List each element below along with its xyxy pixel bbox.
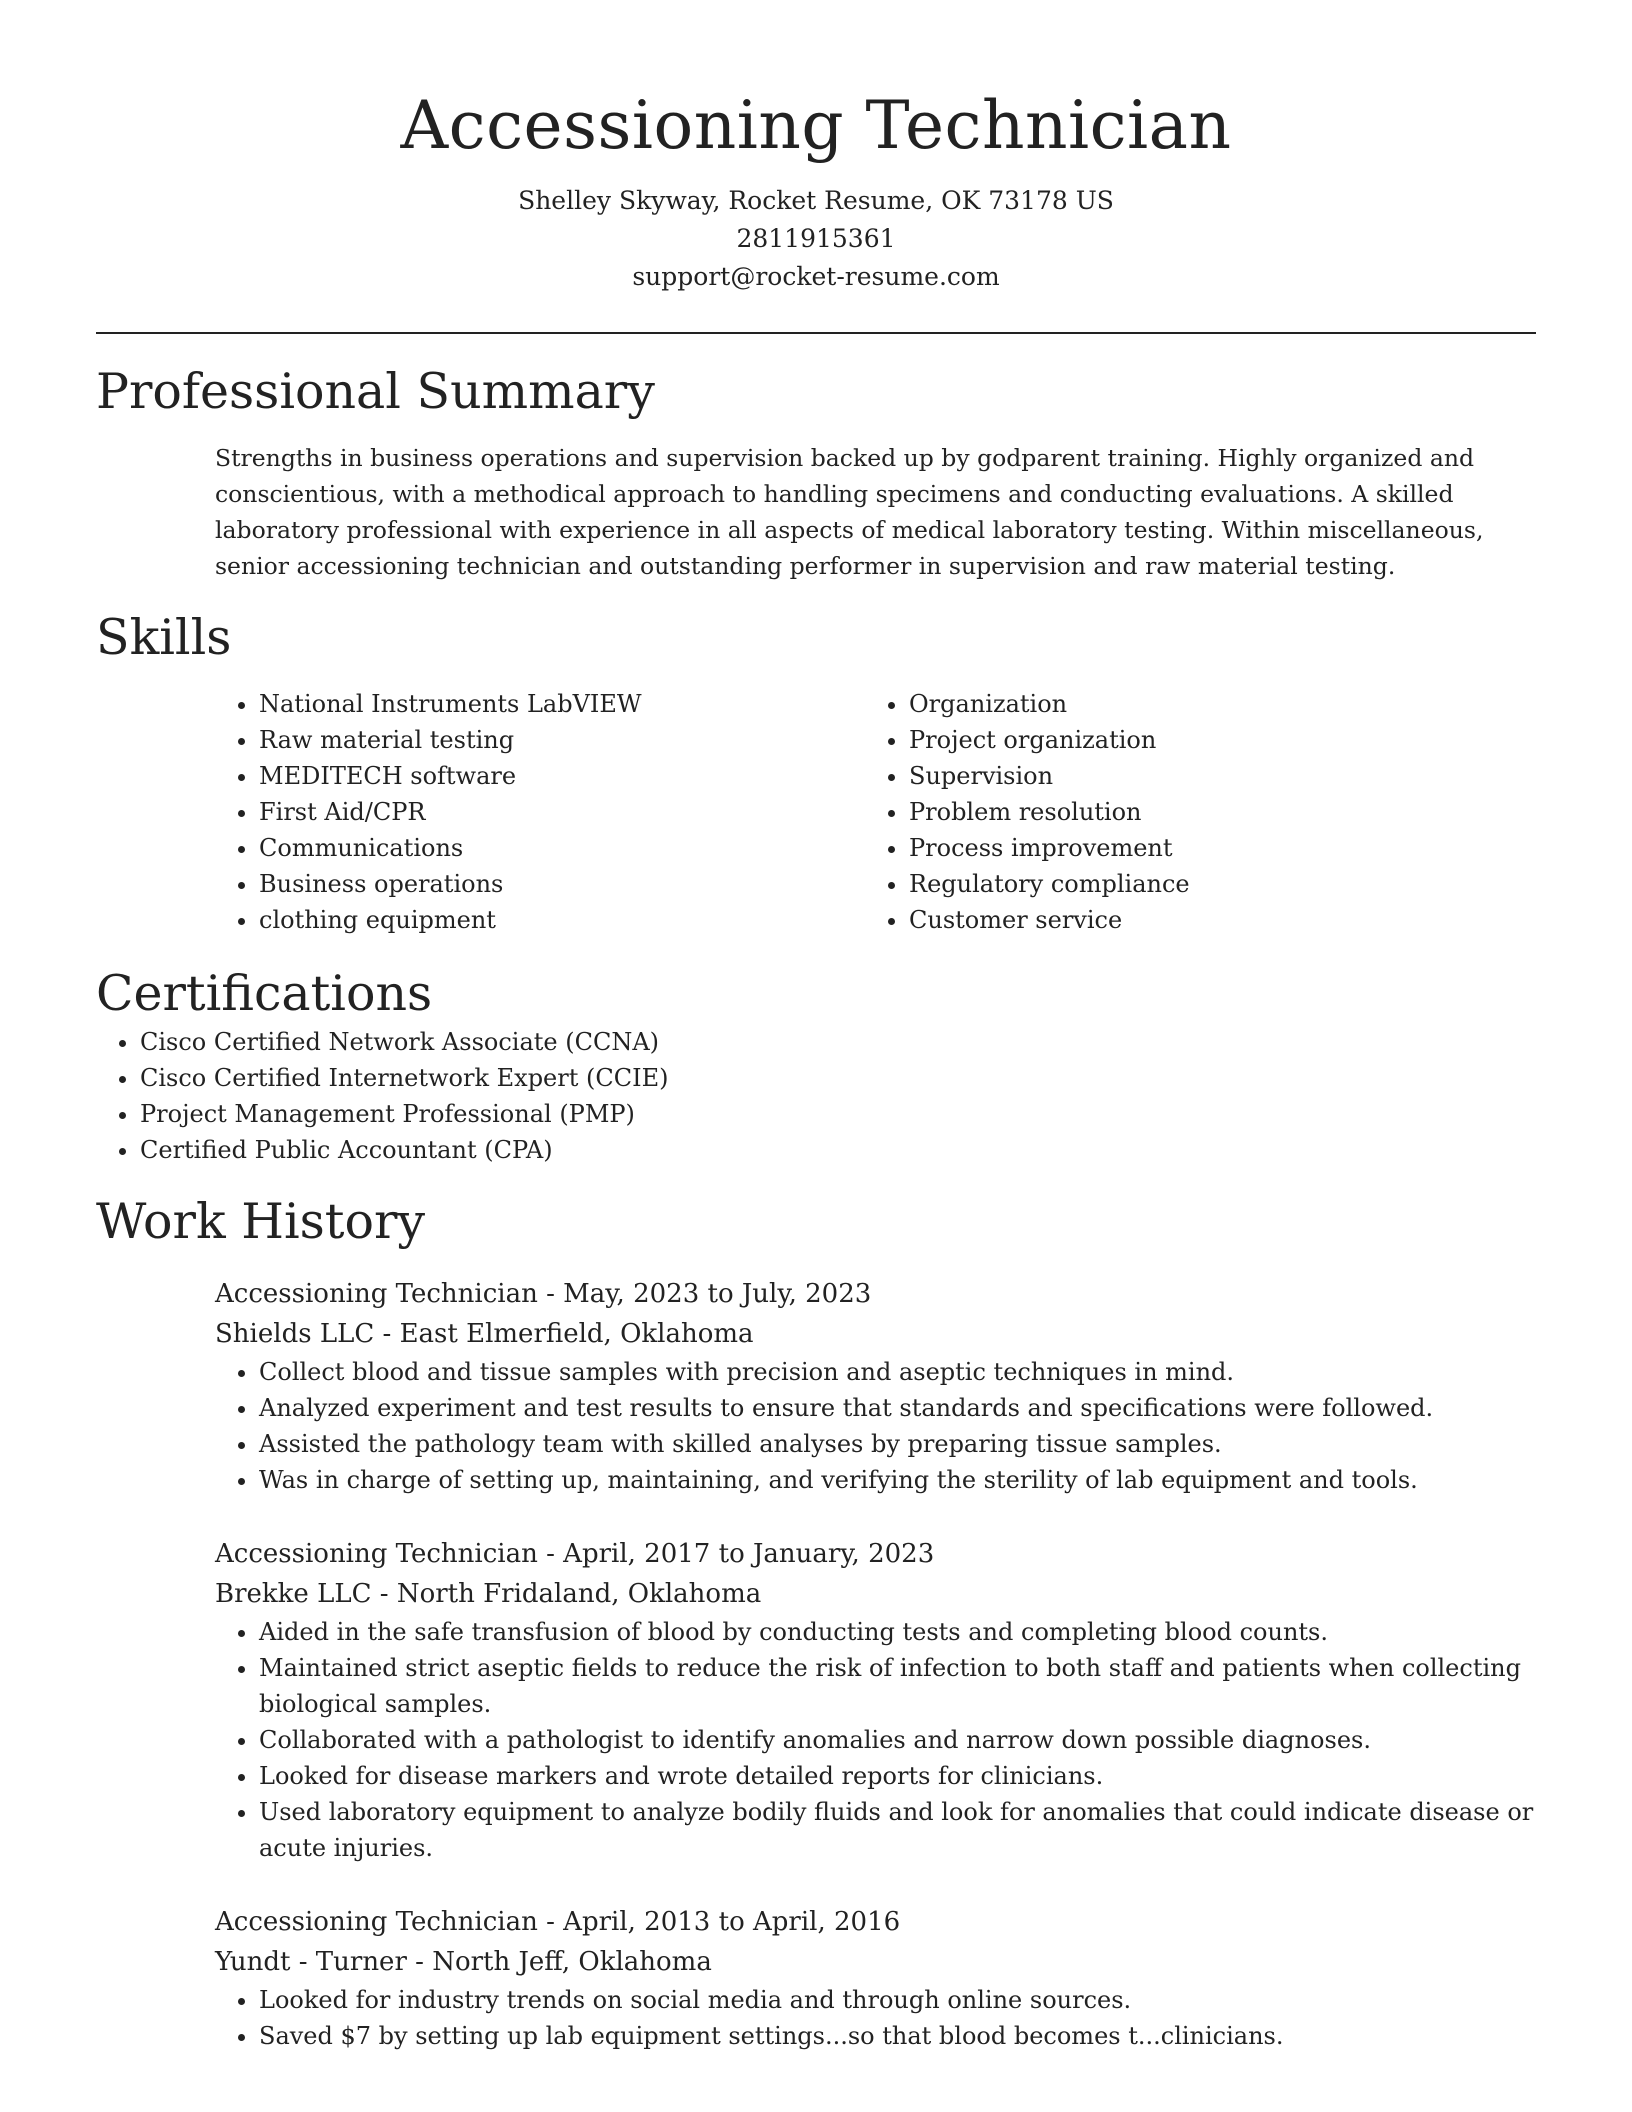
- certification-item: • Project Management Professional (PMP): [140, 1096, 1536, 1132]
- job-dates: - May, 2023 to July, 2023: [546, 1279, 872, 1309]
- job-location: - East Elmerfield, Oklahoma: [382, 1319, 754, 1349]
- skill-item: • Communications: [259, 830, 865, 866]
- job-duties-list: [215, 1614, 1536, 1866]
- job-duty: • Used laboratory equipment to analyze bodily fluids and look for anomalies that could indicate disease or acute injuries.: [259, 1794, 1536, 1866]
- job-entry: [215, 1274, 1536, 1498]
- skills-list-right: [865, 686, 1515, 938]
- summary-heading: Professional Summary: [96, 363, 655, 420]
- skill-item: • Process improvement: [909, 830, 1515, 866]
- skills-grid: [215, 686, 1536, 938]
- job-duty: • Collect blood and tissue samples with precision and aseptic techniques in mind.: [259, 1354, 1536, 1390]
- work-history-section: [96, 1192, 1536, 2054]
- job-duty: • Was in charge of setting up, maintaining, and verifying the sterility of lab equipment and tools.: [259, 1462, 1536, 1498]
- job-title-line: [215, 1534, 1536, 1574]
- job-location: - North Jeff, Oklahoma: [415, 1947, 712, 1977]
- job-entry: [215, 1534, 1536, 1866]
- skill-item: • Organization: [909, 686, 1515, 722]
- skill-item: • National Instruments LabVIEW: [259, 686, 865, 722]
- job-duty: • Aided in the safe transfusion of blood by conducting tests and completing blood counts.: [259, 1614, 1536, 1650]
- contact-address: Shelley Skyway, Rocket Resume, OK 73178 US: [518, 186, 1114, 215]
- skill-item: • Project organization: [909, 722, 1515, 758]
- job-employer-line: [215, 1942, 1536, 1982]
- certification-item: • Certified Public Accountant (CPA): [140, 1132, 1536, 1168]
- job-title: Accessioning Technician: [215, 1907, 538, 1937]
- job-duty: • Assisted the pathology team with skilled analyses by preparing tissue samples.: [259, 1426, 1536, 1462]
- skills-heading: Skills: [96, 609, 232, 666]
- job-duties-list: [215, 1354, 1536, 1498]
- certification-item: • Cisco Certified Internetwork Expert (CCIE): [140, 1060, 1536, 1096]
- job-duty: • Saved $7 by setting up lab equipment settings...so that blood becomes t...clinicians.: [259, 2018, 1536, 2054]
- job-company: Yundt - Turner: [215, 1947, 407, 1977]
- job-title-line: [215, 1274, 1536, 1314]
- skills-column-right: [865, 686, 1515, 938]
- skill-item: • Regulatory compliance: [909, 866, 1515, 902]
- job-duties-list: [215, 1982, 1536, 2054]
- certifications-section: [96, 964, 1536, 1168]
- job-title-line: [215, 1902, 1536, 1942]
- job-duty: • Analyzed experiment and test results to ensure that standards and specifications were followed.: [259, 1390, 1536, 1426]
- job-duty: • Collaborated with a pathologist to identify anomalies and narrow down possible diagnoses.: [259, 1722, 1536, 1758]
- skill-item: • First Aid/CPR: [259, 794, 865, 830]
- job-company: Shields LLC: [215, 1319, 375, 1349]
- skill-item: • Raw material testing: [259, 722, 865, 758]
- summary-text: Strengths in business operations and supervision backed up by godparent training. Highly organized and conscientious, with a methodical approach to handling specimens and conducting evaluations. A skilled laboratory professional with experience in all aspects of medical laboratory testing. Within miscellaneous, senior accessioning technician and outstanding performer in supervision and raw material testing.: [215, 444, 1484, 580]
- skill-item: • Customer service: [909, 902, 1515, 938]
- skill-item: • clothing equipment: [259, 902, 865, 938]
- job-title: Accessioning Technician: [215, 1279, 538, 1309]
- job-title: Accessioning Technician: [215, 1539, 538, 1569]
- job-duty: • Looked for industry trends on social media and through online sources.: [259, 1982, 1536, 2018]
- certifications-list: [96, 1024, 1536, 1168]
- job-dates: - April, 2017 to January, 2023: [546, 1539, 935, 1569]
- contact-email: support@rocket-resume.com: [632, 262, 1000, 291]
- certifications-heading: Certifications: [96, 965, 433, 1022]
- job-entry: [215, 1902, 1536, 2054]
- skills-list-left: [215, 686, 865, 938]
- skills-section: [96, 608, 1536, 938]
- job-company: Brekke LLC: [215, 1579, 372, 1609]
- contact-phone: 2811915361: [736, 224, 896, 253]
- contact-block: [0, 182, 1632, 296]
- job-duty: • Maintained strict aseptic fields to reduce the risk of infection to both staff and patients when collecting biological samples.: [259, 1650, 1536, 1722]
- skill-item: • MEDITECH software: [259, 758, 865, 794]
- job-employer-line: [215, 1574, 1536, 1614]
- skills-column-left: [215, 686, 865, 938]
- skill-item: • Business operations: [259, 866, 865, 902]
- header-divider: [96, 332, 1536, 334]
- work-history-heading: Work History: [96, 1193, 426, 1250]
- job-dates: - April, 2013 to April, 2016: [546, 1907, 901, 1937]
- certification-item: • Cisco Certified Network Associate (CCNA): [140, 1024, 1536, 1060]
- job-duty: • Looked for disease markers and wrote detailed reports for clinicians.: [259, 1758, 1536, 1794]
- job-employer-line: [215, 1314, 1536, 1354]
- job-location: - North Fridaland, Oklahoma: [379, 1579, 762, 1609]
- skill-item: • Problem resolution: [909, 794, 1515, 830]
- skill-item: • Supervision: [909, 758, 1515, 794]
- summary-section: [96, 362, 1536, 584]
- resume-header: [0, 0, 1632, 296]
- candidate-name: Accessioning Technician: [400, 87, 1232, 164]
